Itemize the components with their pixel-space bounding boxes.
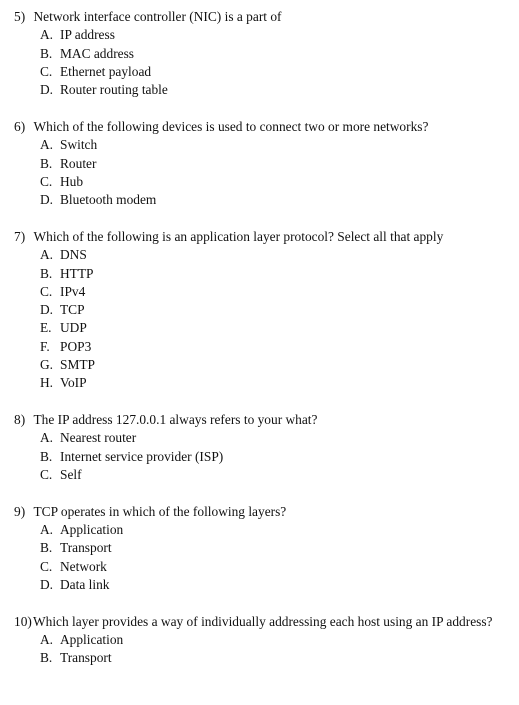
- question-number: 8): [14, 412, 26, 428]
- option-letter: D.: [40, 302, 54, 318]
- question-text: TCP operates in which of the following layers?: [33, 503, 287, 519]
- question-10: [14, 613, 514, 668]
- option-letter: B.: [40, 155, 53, 171]
- option-letter: C.: [40, 558, 53, 574]
- option-text: Ethernet payload: [60, 63, 152, 79]
- option-text: IP address: [60, 27, 115, 43]
- question-number: 5): [14, 9, 26, 24]
- option-letter: C.: [40, 63, 53, 79]
- question-line: [14, 228, 514, 246]
- question-5: [14, 8, 514, 99]
- question-line: [14, 8, 514, 26]
- option-letter: B.: [40, 540, 53, 556]
- question-text: Which of the following is an application layer protocol? Select all that apply: [33, 228, 444, 244]
- option-list: [14, 26, 514, 99]
- question-text: Network interface controller (NIC) is a part of: [33, 9, 282, 24]
- question-number: 7): [14, 228, 26, 244]
- option-item: [14, 539, 514, 557]
- option-letter: D.: [40, 82, 54, 98]
- option-letter: B.: [40, 45, 53, 61]
- option-text: DNS: [60, 247, 87, 263]
- option-text: Self: [60, 467, 82, 483]
- option-letter: B.: [40, 650, 53, 666]
- option-text: TCP: [60, 302, 85, 318]
- option-letter: F.: [40, 338, 50, 354]
- option-text: Network: [60, 558, 107, 574]
- option-item: [14, 356, 514, 374]
- option-text: MAC address: [60, 45, 135, 61]
- option-text: Transport: [60, 540, 112, 556]
- option-letter: A.: [40, 27, 54, 43]
- option-text: Switch: [60, 137, 98, 153]
- option-item: [14, 265, 514, 283]
- option-letter: C.: [40, 467, 53, 483]
- question-9: [14, 503, 514, 594]
- option-list: [14, 429, 514, 484]
- question-line: [14, 503, 514, 521]
- option-text: Transport: [60, 650, 112, 666]
- option-letter: H.: [40, 375, 54, 391]
- option-letter: A.: [40, 522, 54, 538]
- option-item: [14, 429, 514, 447]
- option-text: Bluetooth modem: [60, 192, 157, 208]
- option-item: [14, 26, 514, 44]
- option-item: [14, 63, 514, 81]
- option-list: [14, 631, 514, 668]
- option-item: [14, 81, 514, 99]
- option-item: [14, 191, 514, 209]
- option-text: Data link: [60, 577, 110, 593]
- option-text: Router routing table: [60, 82, 168, 98]
- option-list: [14, 136, 514, 209]
- option-text: Router: [60, 155, 97, 171]
- option-item: [14, 136, 514, 154]
- option-text: UDP: [60, 320, 87, 336]
- option-text: SMTP: [60, 357, 95, 373]
- option-list: [14, 246, 514, 392]
- option-letter: B.: [40, 265, 53, 281]
- option-letter: D.: [40, 577, 54, 593]
- option-item: [14, 558, 514, 576]
- question-line: [14, 613, 514, 631]
- option-letter: C.: [40, 173, 53, 189]
- option-item: [14, 246, 514, 264]
- option-letter: A.: [40, 137, 54, 153]
- option-item: [14, 576, 514, 594]
- option-item: [14, 631, 514, 649]
- question-text: Which of the following devices is used to connect two or more networks?: [33, 118, 429, 134]
- option-letter: A.: [40, 632, 54, 648]
- option-letter: A.: [40, 247, 54, 263]
- option-item: [14, 319, 514, 337]
- option-text: HTTP: [60, 265, 94, 281]
- option-text: VoIP: [60, 375, 87, 391]
- question-line: [14, 118, 514, 136]
- option-item: [14, 521, 514, 539]
- option-item: [14, 466, 514, 484]
- option-letter: G.: [40, 357, 54, 373]
- option-text: Application: [60, 632, 124, 648]
- question-7: [14, 228, 514, 393]
- question-text: The IP address 127.0.0.1 always refers to your what?: [33, 412, 318, 428]
- question-line: [14, 411, 514, 429]
- option-letter: C.: [40, 283, 53, 299]
- option-letter: E.: [40, 320, 52, 336]
- option-item: [14, 301, 514, 319]
- question-8: [14, 411, 514, 484]
- option-text: Application: [60, 522, 124, 538]
- option-text: POP3: [60, 338, 92, 354]
- option-text: Internet service provider (ISP): [60, 448, 224, 464]
- option-text: Nearest router: [60, 430, 137, 446]
- option-text: IPv4: [60, 283, 86, 299]
- option-list: [14, 521, 514, 594]
- option-item: [14, 155, 514, 173]
- option-item: [14, 448, 514, 466]
- quiz-document: [14, 8, 514, 686]
- option-item: [14, 649, 514, 667]
- option-item: [14, 173, 514, 191]
- option-item: [14, 283, 514, 301]
- option-letter: D.: [40, 192, 54, 208]
- question-6: [14, 118, 514, 209]
- option-item: [14, 45, 514, 63]
- question-text: Which layer provides a way of individually addressing each host using an IP address?: [33, 613, 493, 629]
- option-item: [14, 338, 514, 356]
- option-letter: B.: [40, 448, 53, 464]
- option-text: Hub: [60, 173, 84, 189]
- option-letter: A.: [40, 430, 54, 446]
- option-item: [14, 374, 514, 392]
- question-number: 9): [14, 503, 26, 519]
- question-number: 10): [14, 613, 32, 629]
- question-number: 6): [14, 118, 26, 134]
